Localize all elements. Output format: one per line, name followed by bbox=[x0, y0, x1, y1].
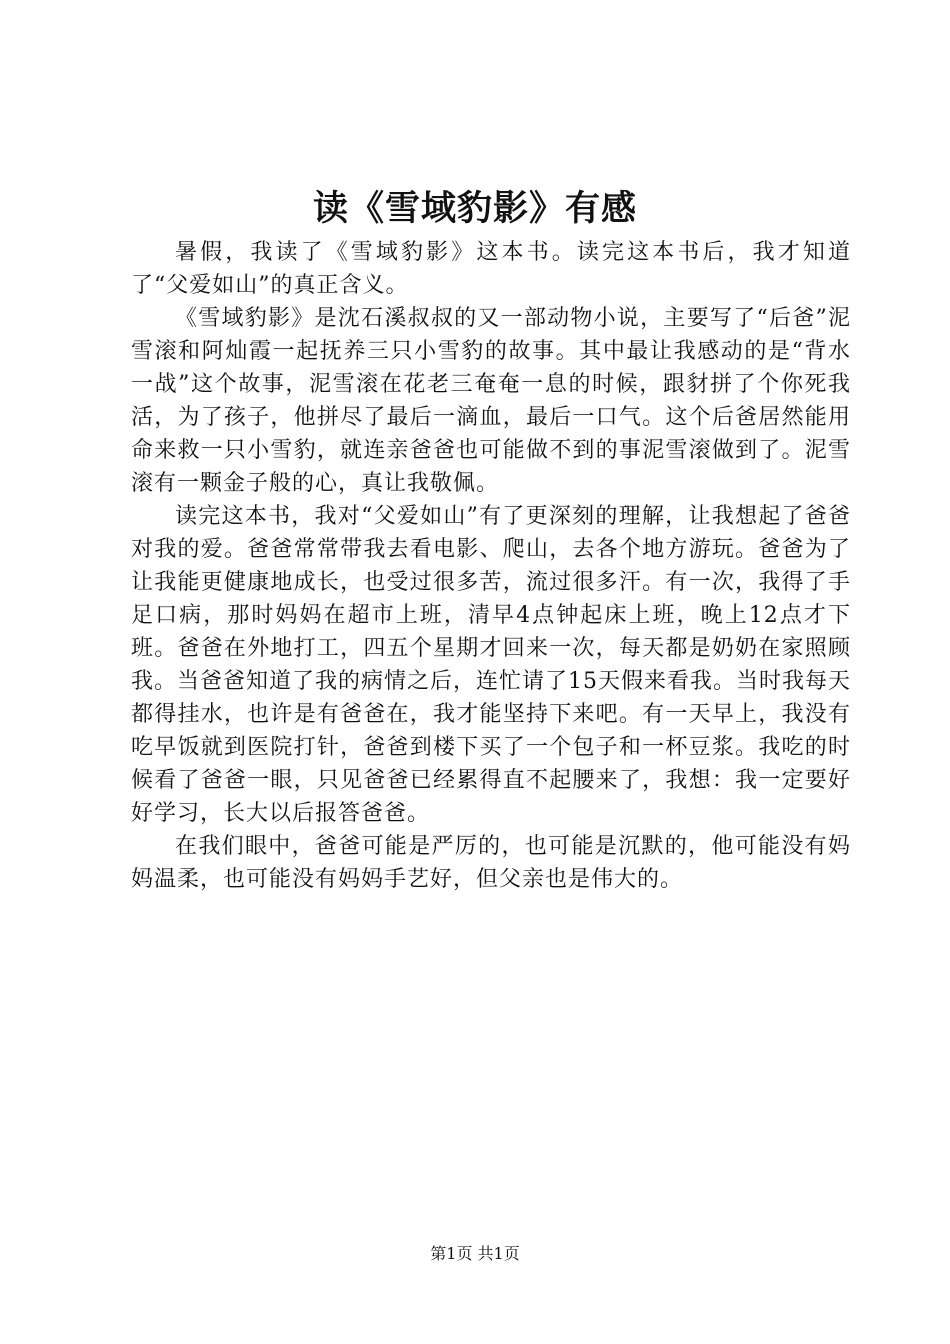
paragraph-2: 《雪域豹影》是沈石溪叔叔的又一部动物小说，主要写了“后爸”泥雪滚和阿灿霞一起抚养三只小雪豹的故事。其中最让我感动的是“背水一战”这个故事，泥雪滚在花老三奄奄一息的时候，跟豺拼了个你死我活，为了孩子，他拼尽了最后一滴血，最后一口气。这个后爸居然能用命来救一只小雪豹，就连亲爸爸也可能做不到的事泥雪滚做到了。泥雪滚有一颗金子般的心，真让我敬佩。 bbox=[131, 306, 851, 496]
page-footer: 第1页 共1页 bbox=[430, 1244, 520, 1263]
document-body bbox=[131, 236, 851, 896]
document-title: 读《雪域豹影》有感 bbox=[312, 188, 637, 229]
paragraph-1: 暑假，我读了《雪域豹影》这本书。读完这本书后，我才知道了“父爱如山”的真正含义。 bbox=[131, 240, 851, 298]
paragraph-4: 在我们眼中，爸爸可能是严厉的，也可能是沉默的，他可能没有妈妈温柔，也可能没有妈妈手艺好，但父亲也是伟大的。 bbox=[131, 834, 851, 892]
paragraph-3: 读完这本书，我对“父爱如山”有了更深刻的理解，让我想起了爸爸对我的爱。爸爸常常带我去看电影、爬山，去各个地方游玩。爸爸为了让我能更健康地成长，也受过很多苦，流过很多汗。有一次，我得了手足口病，那时妈妈在超市上班，清早4点钟起床上班，晚上12点才下班。爸爸在外地打工，四五个星期才回来一次，每天都是奶奶在家照顾我。当爸爸知道了我的病情之后，连忙请了15天假来看我。当时我每天都得挂水，也许是有爸爸在，我才能坚持下来吧。有一天早上，我没有吃早饭就到医院打针，爸爸到楼下买了一个包子和一杯豆浆。我吃的时候看了爸爸一眼，只见爸爸已经累得直不起腰来了，我想：我一定要好好学习，长大以后报答爸爸。 bbox=[131, 504, 851, 826]
